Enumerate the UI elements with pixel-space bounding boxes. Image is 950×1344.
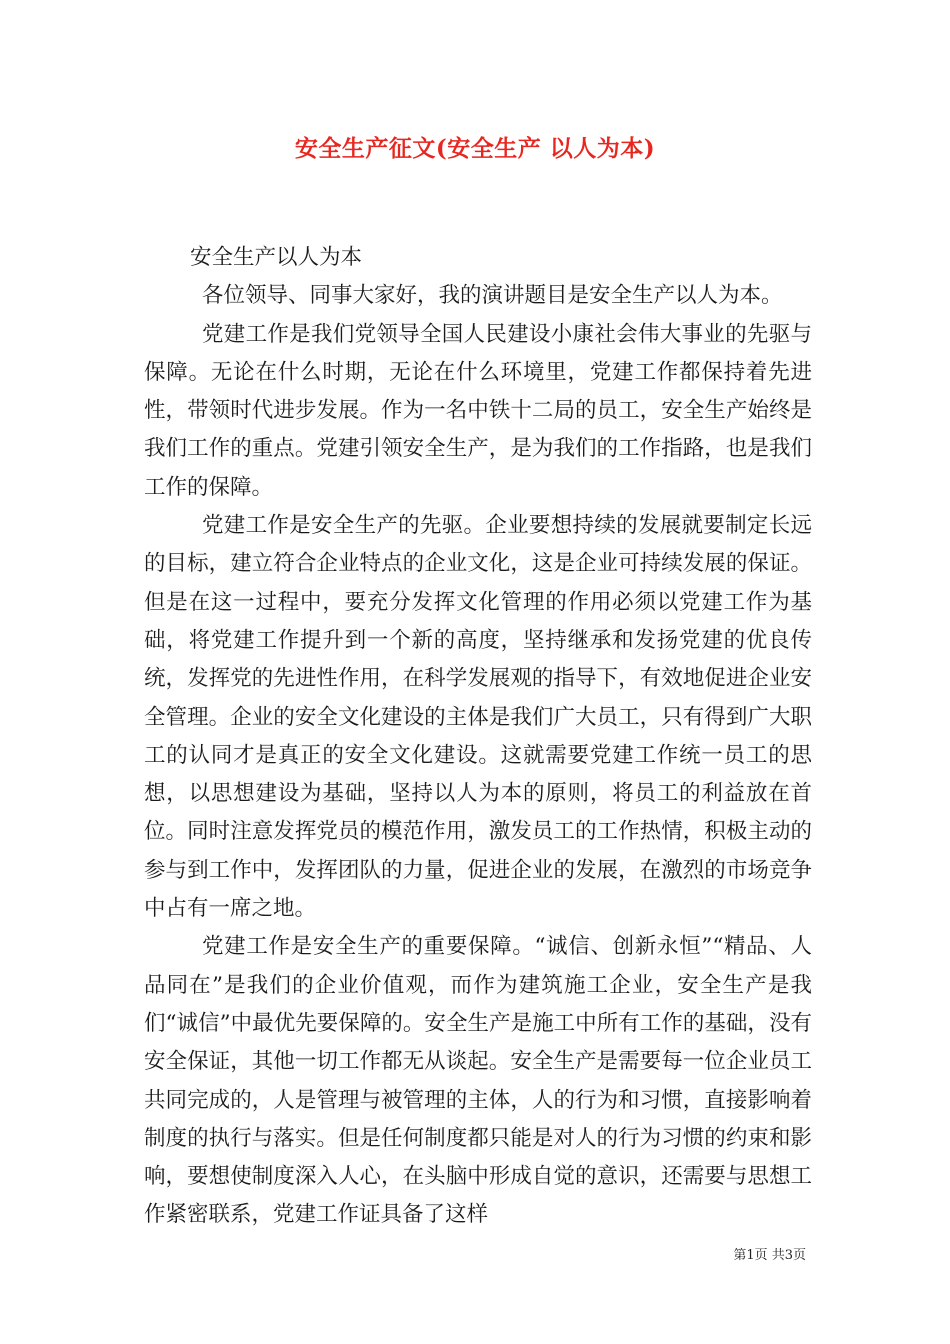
paragraph-greeting: 各位领导、同事大家好，我的演讲题目是安全生产以人为本。 (202, 283, 783, 309)
document-title: 安全生产征文(安全生产 以人为本) (294, 135, 656, 162)
paragraph: 党建工作是安全生产的重要保障。“诚信、创新永恒”“精品、人品同在”是我们的企业价值观，而作为建筑施工企业，安全生产是我们“诚信”中最优先要保障的。安全生产是施工中所有工作的基础，没有安全保证，其他一切工作都无从谈起。安全生产是需要每一位企业员工共同完成的，人是管理与被管理的主体，人的行为和习惯，直接影响着制度的执行与落实。但是任何制度都只能是对人的行为习惯的约束和影响，要想使制度深入人心，在头脑中形成自觉的意识，还需要与思想工作紧密联系，党建工作证具备了这样 (144, 934, 812, 1228)
paragraph: 党建工作是安全生产的先驱。企业要想持续的发展就要制定长远的目标，建立符合企业特点的企业文化，这是企业可持续发展的保证。但是在这一过程中，要充分发挥文化管理的作用必须以党建工作为基础，将党建工作提升到一个新的高度，坚持继承和发扬党建的优良传统，发挥党的先进性作用，在科学发展观的指导下，有效地促进企业安全管理。企业的安全文化建设的主体是我们广大员工，只有得到广大职工的认同才是真正的安全文化建设。这就需要党建工作统一员工的思想，以思想建设为基础，坚持以人为本的原则，将员工的利益放在首位。同时注意发挥党员的模范作用，激发员工的工作热情，积极主动的参与到工作中，发挥团队的力量，促进企业的发展，在激烈的市场竞争中占有一席之地。 (144, 513, 812, 922)
document-subtitle: 安全生产以人为本 (190, 245, 363, 270)
document-body (144, 239, 812, 1235)
paragraph: 党建工作是我们党领导全国人民建设小康社会伟大事业的先驱与保障。无论在什么时期，无论在什么环境里，党建工作都保持着先进性，带领时代进步发展。作为一名中铁十二局的员工，安全生产始终是我们工作的重点。党建引领安全生产，是为我们的工作指路，也是我们工作的保障。 (144, 321, 812, 500)
page-number: 第1页 共3页 (733, 1248, 806, 1263)
